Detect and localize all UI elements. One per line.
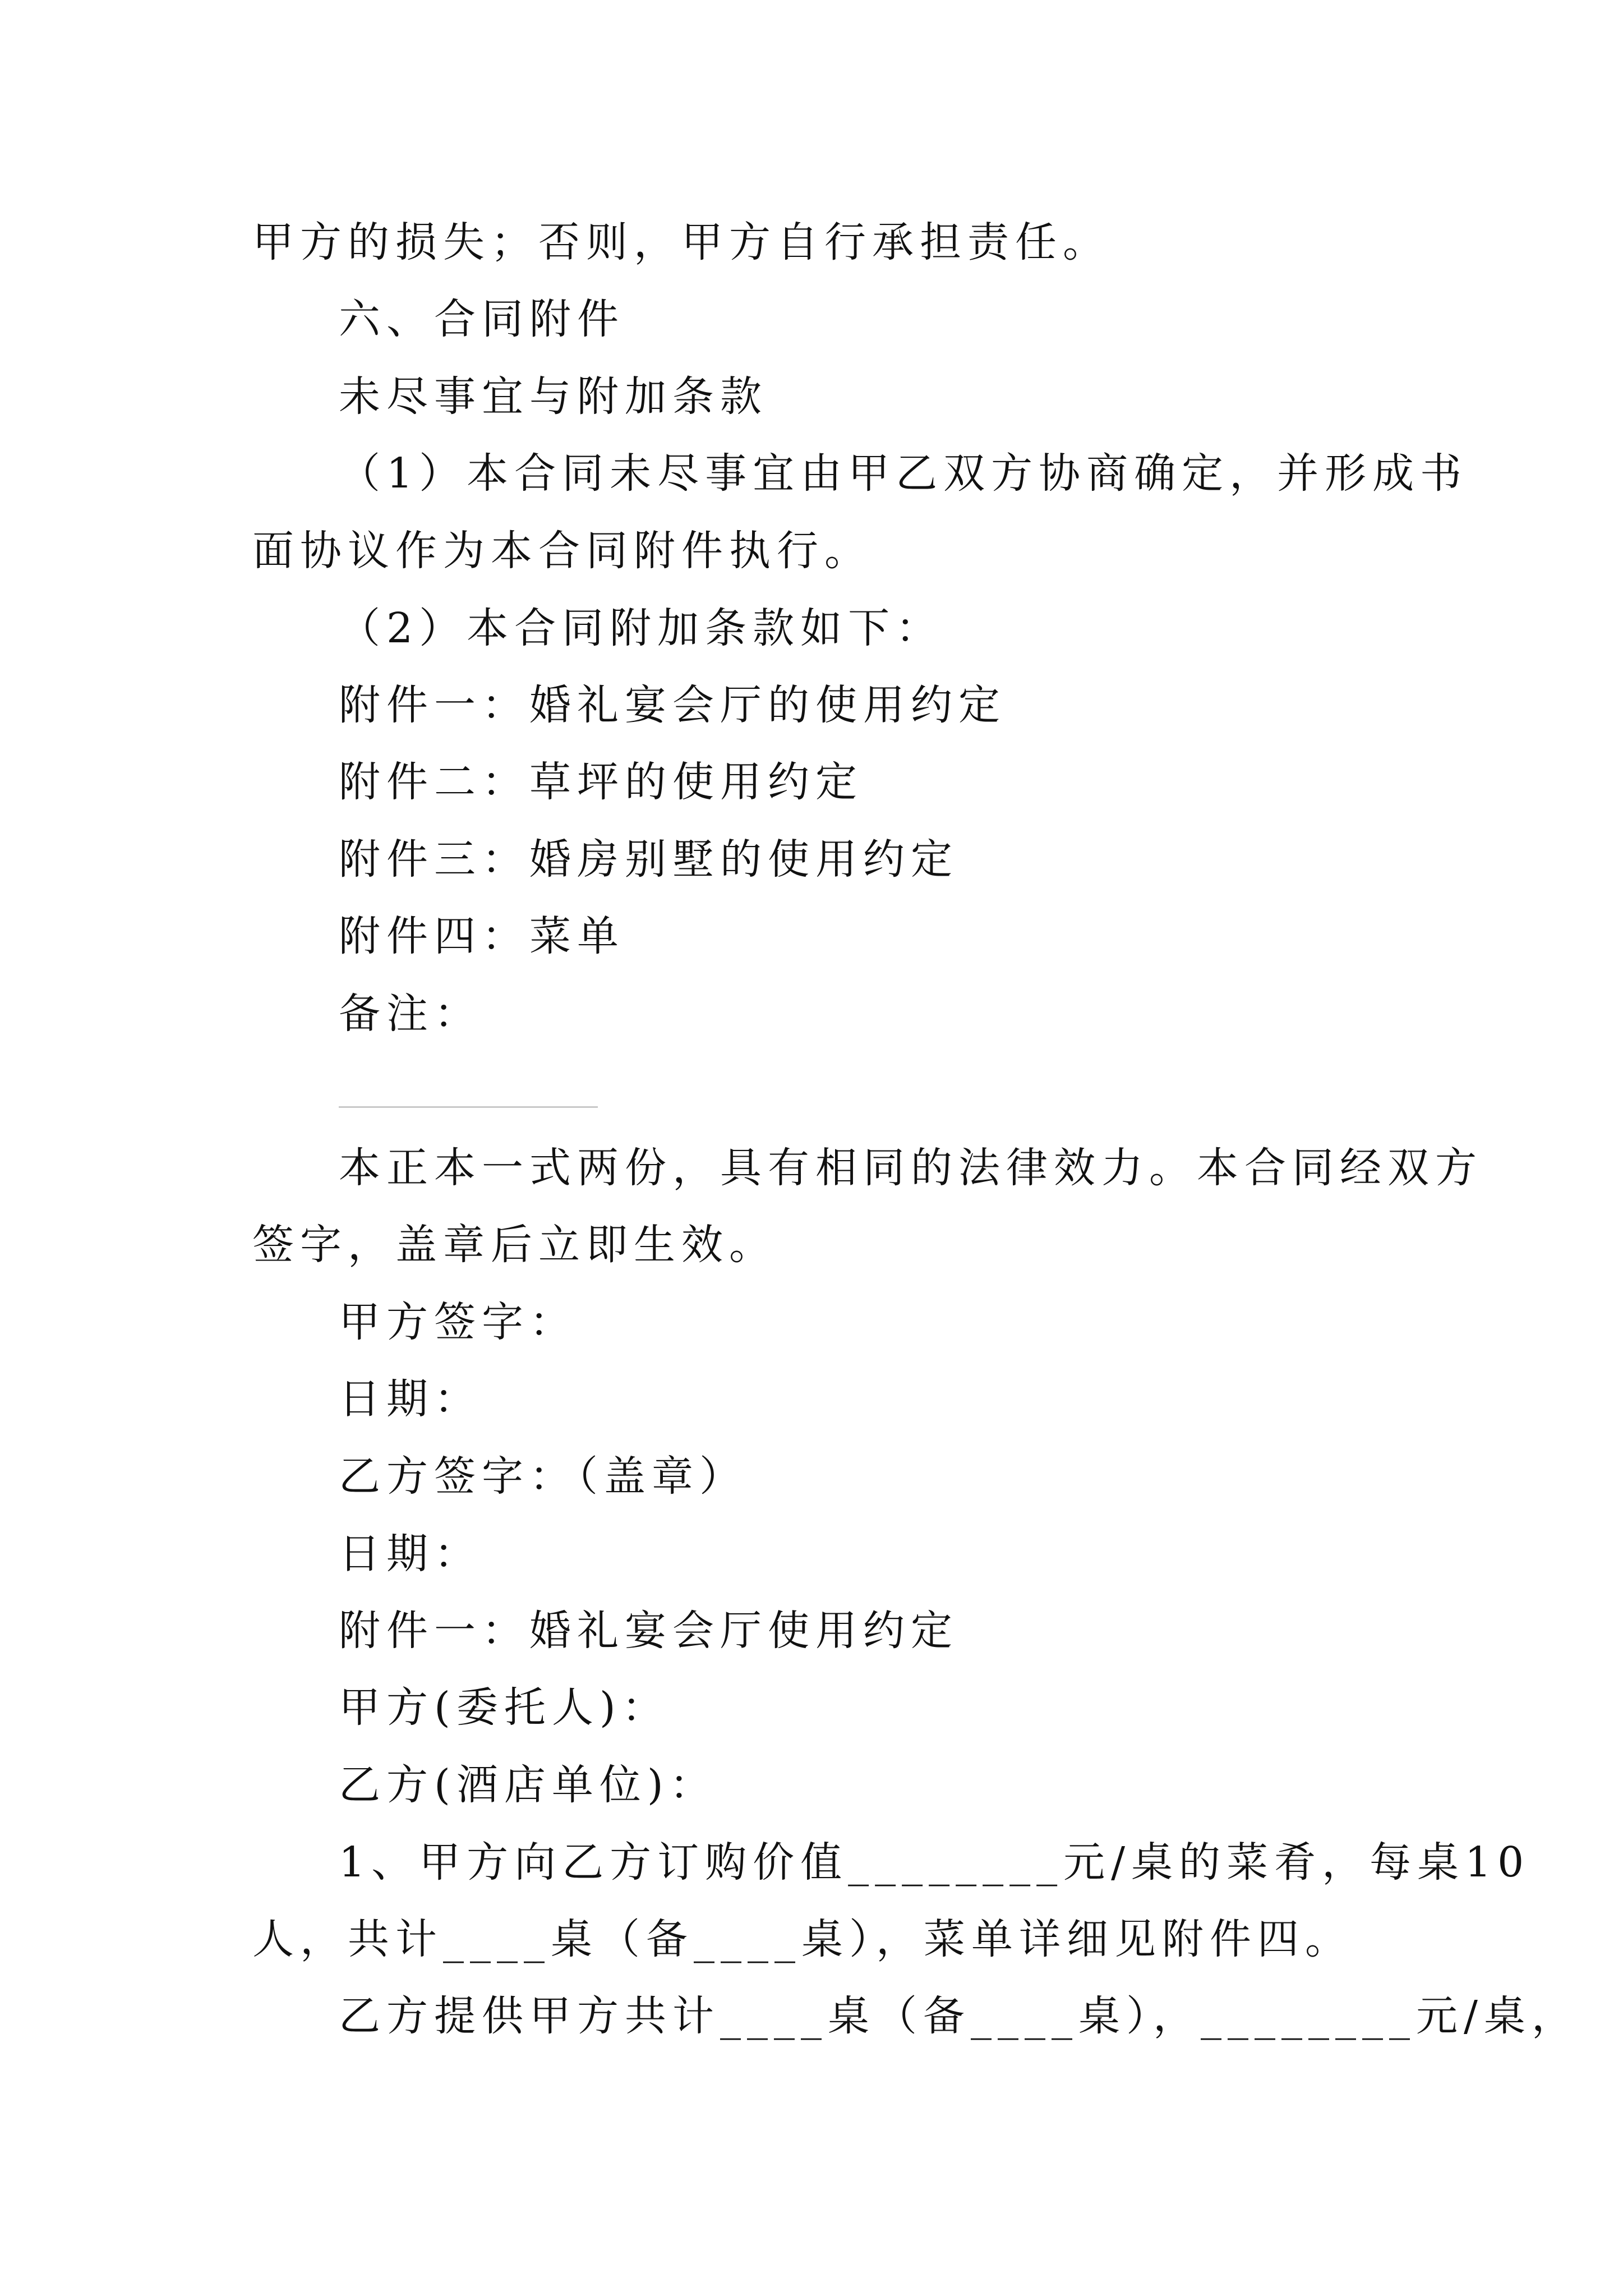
clause-1-line-1: （1）本合同未尽事宜由甲乙双方协商确定，并形成书 — [339, 449, 1468, 498]
party-a-signature-label: 甲方签字： — [339, 1298, 577, 1346]
paragraph-continuation: 甲方的损失；否则，甲方自行承担责任。 — [252, 218, 1110, 266]
party-b-date-label: 日期： — [339, 1530, 482, 1578]
party-b-signature-label: 乙方签字：（盖章） — [339, 1452, 747, 1501]
copies-clause-line-2: 签字，盖章后立即生效。 — [252, 1221, 777, 1269]
attachment-1-title: 附件一：婚礼宴会厅使用约定 — [339, 1607, 958, 1655]
remarks-blank-line — [339, 1106, 598, 1108]
attachment-item-2: 附件二：草坪的使用约定 — [339, 758, 863, 806]
order-clause-line-1: 1、甲方向乙方订购价值________元/桌的菜肴，每桌10 — [339, 1838, 1530, 1887]
clause-2: （2）本合同附加条款如下： — [339, 604, 944, 652]
attachment-item-4: 附件四：菜单 — [339, 912, 625, 960]
copies-clause-line-1: 本正本一式两份，具有相同的法律效力。本合同经双方 — [339, 1144, 1483, 1192]
order-clause-line-2: 人，共计____桌（备____桌），菜单详细见附件四。 — [252, 1915, 1353, 1963]
clause-1-line-2: 面协议作为本合同附件执行。 — [252, 527, 872, 575]
party-a-client-label: 甲方(委托人)： — [339, 1683, 670, 1732]
section-heading-attachments: 六、合同附件 — [339, 295, 625, 343]
party-b-hotel-label: 乙方(酒店单位)： — [339, 1761, 717, 1809]
attachment-item-3: 附件三：婚房别墅的使用约定 — [339, 835, 958, 884]
subheading-additional-terms: 未尽事宜与附加条款 — [339, 372, 768, 421]
provision-clause-line-1: 乙方提供甲方共计____桌（备____桌），________元/桌， — [339, 1992, 1579, 2040]
remarks-label: 备注： — [339, 990, 482, 1038]
attachment-item-1: 附件一：婚礼宴会厅的使用约定 — [339, 681, 1006, 729]
party-a-date-label: 日期： — [339, 1375, 482, 1423]
